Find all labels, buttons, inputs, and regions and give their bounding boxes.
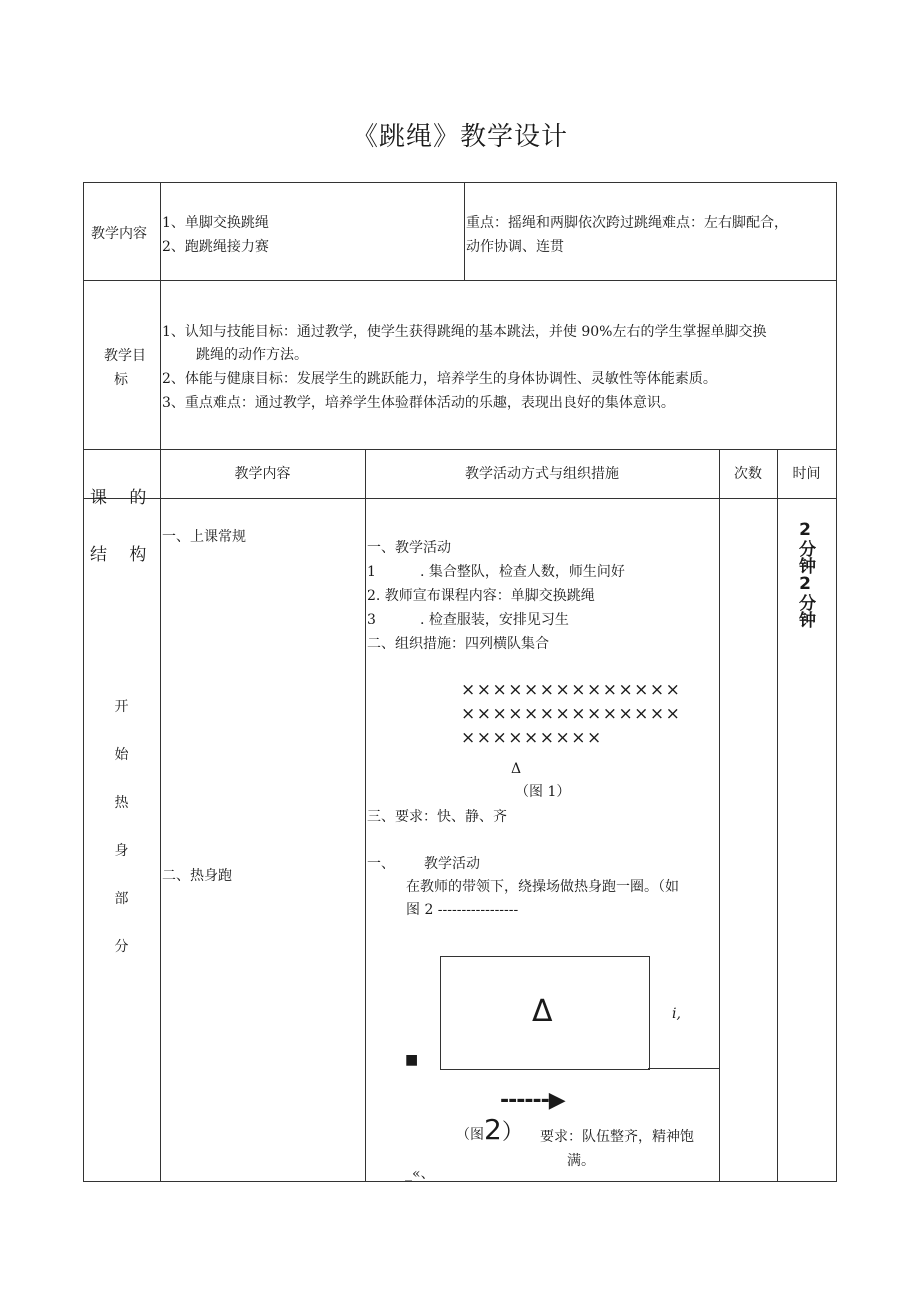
row1-item: 1、单脚交换跳绳	[162, 215, 269, 231]
activity-title-2: 教学活动	[424, 856, 480, 872]
table-border-bottom	[83, 1181, 837, 1182]
formation-row: ×××××××××	[461, 728, 603, 748]
row1-item: 2、跑跳绳接力赛	[162, 239, 269, 255]
activity-item: . 集合整队，检查人数，师生问好	[420, 564, 625, 580]
header-content: 教学内容	[234, 466, 291, 482]
section-char: 开	[114, 699, 129, 715]
header-activity: 教学活动方式与组织措施	[465, 466, 619, 482]
row-divider	[83, 449, 837, 450]
activity-item: 2. 教师宣布课程内容：单脚交换跳绳	[367, 588, 595, 604]
section-char: 部	[114, 891, 129, 907]
figure-1-caption: （图 1）	[515, 784, 571, 800]
requirement-2: 要求：队伍整齐，精神饱	[540, 1129, 694, 1145]
goal-3: 3、重点难点：通过教学，培养学生体验群体活动的乐趣，表现出良好的集体意识。	[162, 395, 675, 411]
activity-title: 一、教学活动	[367, 540, 451, 556]
table-border-left	[83, 182, 84, 1182]
goal-2: 2、体能与健康目标：发展学生的跳跃能力，培养学生的身体协调性、灵敏性等体能素质。	[162, 371, 717, 387]
key-points-line: 重点：摇绳和两脚依次跨过跳绳难点：左右脚配合，	[466, 215, 788, 231]
key-points-line: 动作协调、连贯	[466, 239, 564, 255]
activity-item: . 检查服装，安排见习生	[420, 612, 569, 628]
table-border-right	[836, 182, 837, 1182]
goal-1: 1、认知与技能目标：通过教学，使学生获得跳绳的基本跳法，并使 90%左右的学生掌握单脚交换	[162, 324, 767, 340]
warmup-desc: 在教师的带领下，绕操场做热身跑一圈。（如	[406, 879, 679, 895]
content-routine: 一、上课常规	[162, 529, 246, 545]
col-divider	[365, 449, 366, 1182]
col-divider	[719, 449, 720, 1182]
section-char: 热	[114, 795, 129, 811]
page-title: 《跳绳》教学设计	[351, 122, 568, 152]
goal-1-cont: 跳绳的动作方法。	[196, 347, 308, 363]
warmup-desc: 图 2 -----------------	[406, 902, 519, 918]
figure-2-caption-num: 2	[484, 1113, 502, 1146]
figure-2-caption-pre: （图	[456, 1127, 484, 1143]
square-icon: ■	[405, 1052, 419, 1068]
row2-label: 教学目	[104, 348, 146, 364]
activity-num: 3	[367, 612, 376, 628]
col-divider	[160, 182, 161, 1182]
header-structure	[90, 451, 146, 584]
organization: 二、组织措施：四列横队集合	[367, 636, 549, 652]
header-structure-line: 结 构	[90, 545, 147, 565]
figure-2-caption	[456, 1113, 524, 1152]
field-line	[648, 1068, 719, 1069]
table-border-top	[83, 182, 837, 183]
section-char: 身	[114, 843, 129, 859]
arrow-icon: ------▶	[500, 1088, 565, 1113]
figure-2-caption-post: ）	[501, 1120, 524, 1145]
teacher-mark-large: Δ	[532, 994, 553, 1029]
activity-num: 1	[367, 564, 376, 580]
requirement-2-cont: 满。	[567, 1153, 595, 1169]
header-count: 次数	[734, 466, 762, 482]
formation-row: ××××××××××××××	[461, 704, 682, 724]
section-char: 分	[114, 939, 129, 955]
formation-row: ××××××××××××××	[461, 680, 682, 700]
header-time: 时间	[792, 466, 821, 482]
row1-label: 教学内容	[91, 226, 147, 242]
requirement: 三、要求：快、静、齐	[367, 809, 507, 825]
figure-mark: i,	[672, 1006, 681, 1022]
teacher-mark: Δ	[511, 761, 522, 777]
header-structure-line: 课 的	[90, 488, 147, 508]
time-value: 2分钟2分钟	[795, 520, 815, 628]
stray-mark: _«、	[405, 1166, 435, 1182]
activity-title-2-num: 一、	[367, 856, 395, 872]
section-char: 始	[114, 747, 129, 763]
col-divider	[777, 449, 778, 1182]
content-warmup: 二、热身跑	[162, 868, 232, 884]
row-divider	[83, 498, 837, 499]
row2-label: 标	[114, 372, 128, 388]
col-divider	[464, 182, 465, 280]
row-divider	[83, 280, 837, 281]
